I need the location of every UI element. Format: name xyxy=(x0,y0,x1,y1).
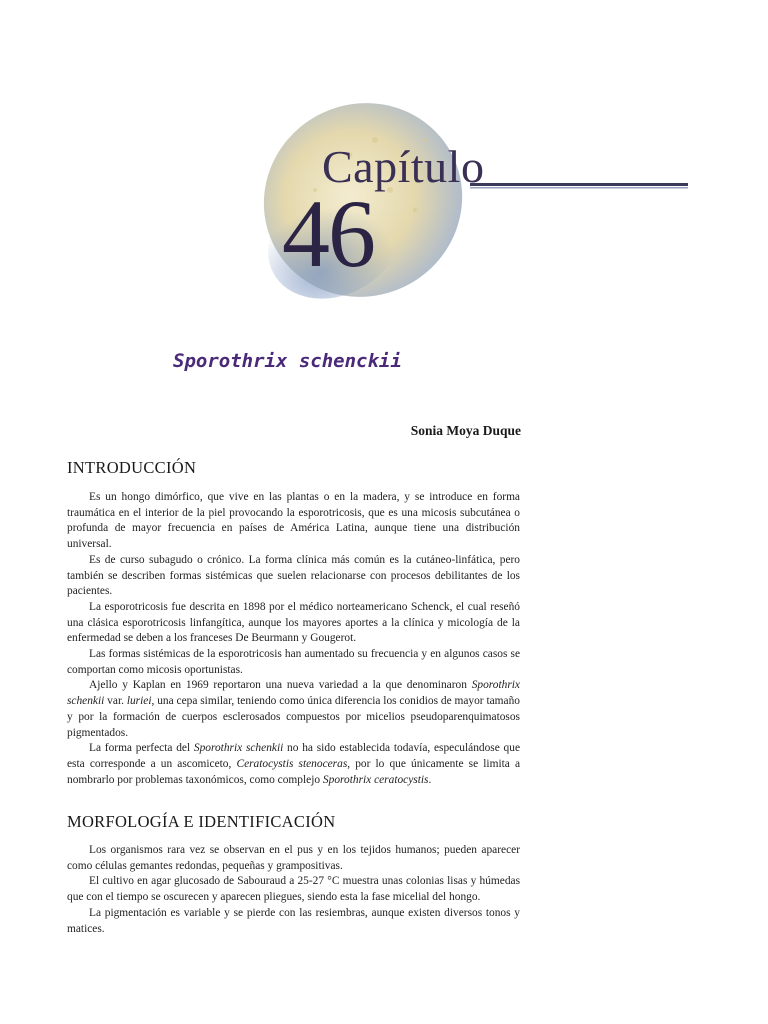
species-name: Sporothrix ceratocystis xyxy=(322,773,429,786)
chapter-word: Capítulo xyxy=(322,141,485,192)
paragraph: La esporotricosis fue descrita en 1898 por el médico norteamericano Schenck, el cual reseñó una clásica esporotricosis linfangítica, aunque los mayores aportes a la clínica y micología de la enfermedad se deben a los franceses De Beurmann y Gougerot. xyxy=(67,600,520,645)
chapter-number: 46 xyxy=(282,180,374,287)
paragraph: Es de curso subagudo o crónico. La forma clínica más común es la cutáneo-linfática, pero también se describen formas sistémicas que suelen relacionarse con procesos debilitantes de los pacientes. xyxy=(67,553,520,598)
species-name: Sporothrix schenkii xyxy=(193,742,284,755)
text-run: var. xyxy=(104,695,127,708)
paragraph: Es un hongo dimórfico, que vive en las plantas o en la madera, y se introduce en forma traumática en el interior de la piel provocando la esporotricosis, que es una micosis subcutánea o profunda de mayor frecuencia en países de América Latina, aunque tiene una distribución universal. xyxy=(67,491,520,551)
text-run: , una cepa similar, teniendo como única diferencia los conidios de mayor tamaño y por la formación de cuerpos esclerosados compuestos por micelios pseudoparenquimatosos pigmentados. xyxy=(67,695,520,739)
section-heading-morfologia: MORFOLOGÍA E IDENTIFICACIÓN xyxy=(67,812,336,831)
paragraph: Los organismos rara vez se observan en el pus y en los tejidos humanos; pueden aparecer como células gemantes redondas, pequeñas y grampositivas. xyxy=(67,844,520,872)
section-heading-introduccion: INTRODUCCIÓN xyxy=(67,458,197,477)
intro-text xyxy=(67,490,520,788)
text-run: , por lo que únicamente se limita a nombrarlo por problemas taxonómicos, como complejo xyxy=(67,757,520,786)
text-run: Ajello y Kaplan en 1969 reportaron una nueva variedad a la que denominaron xyxy=(89,679,472,692)
morphology-text xyxy=(67,843,520,937)
text-run: La forma perfecta del xyxy=(89,742,194,755)
text-run: . xyxy=(428,773,432,786)
paragraph xyxy=(67,678,520,741)
species-name: Ceratocystis stenoceras xyxy=(236,757,348,770)
author-name: Sonia Moya Duque xyxy=(410,423,521,438)
paragraph: Las formas sistémicas de la esporotricosis han aumentado su frecuencia y en algunos casos se comportan como micosis oportunistas. xyxy=(67,648,520,676)
chapter-title: Sporothrix schenckii xyxy=(173,350,402,372)
paragraph xyxy=(67,741,520,788)
paragraph: El cultivo en agar glucosado de Sabouraud a 25-27 °C muestra unas colonias lisas y húmedas que con el tiempo se oscurecen y aparecen pliegues, siendo esta la fase micelial del hongo. xyxy=(67,875,520,904)
species-name: Sporothrix schenkii xyxy=(67,679,520,708)
variety-name: luriei xyxy=(126,695,152,708)
paragraph: La pigmentación es variable y se pierde con las resiembras, aunque existen diversos tonos y matices. xyxy=(67,906,520,935)
text-run: no ha sido establecida todavía, especulándose que esta corresponde a un ascomiceto, xyxy=(67,742,520,770)
